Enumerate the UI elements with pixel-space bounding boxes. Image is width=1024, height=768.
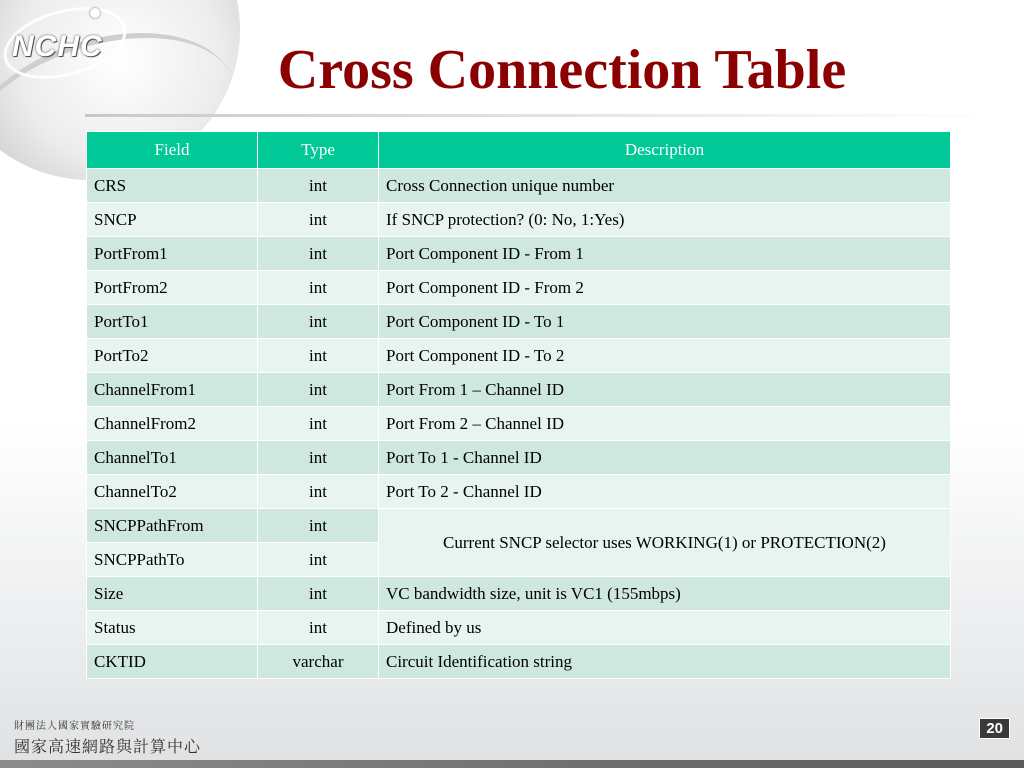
- cell-field: CRS: [87, 169, 258, 203]
- cell-field: CKTID: [87, 645, 258, 679]
- cell-field: PortTo2: [87, 339, 258, 373]
- cell-field: Status: [87, 611, 258, 645]
- cell-type: int: [258, 441, 379, 475]
- title-divider: [85, 114, 998, 117]
- table-row: [87, 305, 951, 339]
- cell-description: Port From 2 – Channel ID: [379, 407, 951, 441]
- org-name-line2: 國家高速網路與計算中心: [14, 737, 202, 756]
- cell-type: int: [258, 169, 379, 203]
- cell-description: Cross Connection unique number: [379, 169, 951, 203]
- slide-title: Cross Connection Table: [277, 39, 847, 101]
- cell-type: int: [258, 271, 379, 305]
- cell-field: ChannelTo2: [87, 475, 258, 509]
- cell-field: PortTo1: [87, 305, 258, 339]
- table-row: [87, 407, 951, 441]
- table-row: [87, 203, 951, 237]
- cell-description: VC bandwidth size, unit is VC1 (155mbps): [379, 577, 951, 611]
- cell-type: int: [258, 475, 379, 509]
- cell-type: int: [258, 407, 379, 441]
- logo-text: NCHC: [12, 30, 103, 63]
- cell-description: Defined by us: [379, 611, 951, 645]
- cell-field: Size: [87, 577, 258, 611]
- table-row: [87, 441, 951, 475]
- cross-connection-table: [86, 131, 951, 679]
- table-row: [87, 373, 951, 407]
- table-row: [87, 509, 951, 543]
- table-row: [87, 475, 951, 509]
- table-row: [87, 339, 951, 373]
- cell-type: int: [258, 339, 379, 373]
- table-row: [87, 645, 951, 679]
- org-name-line1: 財團法人國家實驗研究院: [14, 721, 135, 732]
- cell-description: Port From 1 – Channel ID: [379, 373, 951, 407]
- table-row: [87, 611, 951, 645]
- cell-description: Port Component ID - From 1: [379, 237, 951, 271]
- cell-field: ChannelTo1: [87, 441, 258, 475]
- cell-field: SNCP: [87, 203, 258, 237]
- cell-description: Port Component ID - To 2: [379, 339, 951, 373]
- cell-description: If SNCP protection? (0: No, 1:Yes): [379, 203, 951, 237]
- cell-field: ChannelFrom1: [87, 373, 258, 407]
- cell-field: SNCPPathTo: [87, 543, 258, 577]
- header-field: Field: [87, 132, 258, 169]
- cell-type: int: [258, 543, 379, 577]
- cell-field: SNCPPathFrom: [87, 509, 258, 543]
- cell-type: int: [258, 611, 379, 645]
- bottom-bar: [0, 760, 1024, 768]
- table-row: [87, 271, 951, 305]
- table-row: [87, 237, 951, 271]
- table-row: [87, 169, 951, 203]
- page-number: 20: [979, 718, 1010, 739]
- cell-field: PortFrom2: [87, 271, 258, 305]
- cell-type: int: [258, 237, 379, 271]
- cell-type: varchar: [258, 645, 379, 679]
- cell-field: PortFrom1: [87, 237, 258, 271]
- cell-type: int: [258, 509, 379, 543]
- table-header-row: [87, 132, 951, 169]
- cell-type: int: [258, 305, 379, 339]
- cell-type: int: [258, 577, 379, 611]
- cell-description: Port To 1 - Channel ID: [379, 441, 951, 475]
- header-type: Type: [258, 132, 379, 169]
- cell-description-merged: Current SNCP selector uses WORKING(1) or PROTECTION(2): [379, 509, 951, 577]
- table-row: [87, 577, 951, 611]
- cell-type: int: [258, 203, 379, 237]
- cell-description: Circuit Identification string: [379, 645, 951, 679]
- logo-dot: [90, 8, 100, 18]
- cell-description: Port To 2 - Channel ID: [379, 475, 951, 509]
- cell-description: Port Component ID - To 1: [379, 305, 951, 339]
- cell-field: ChannelFrom2: [87, 407, 258, 441]
- header-description: Description: [379, 132, 951, 169]
- organization-footer: [14, 717, 201, 757]
- cell-description: Port Component ID - From 2: [379, 271, 951, 305]
- cell-type: int: [258, 373, 379, 407]
